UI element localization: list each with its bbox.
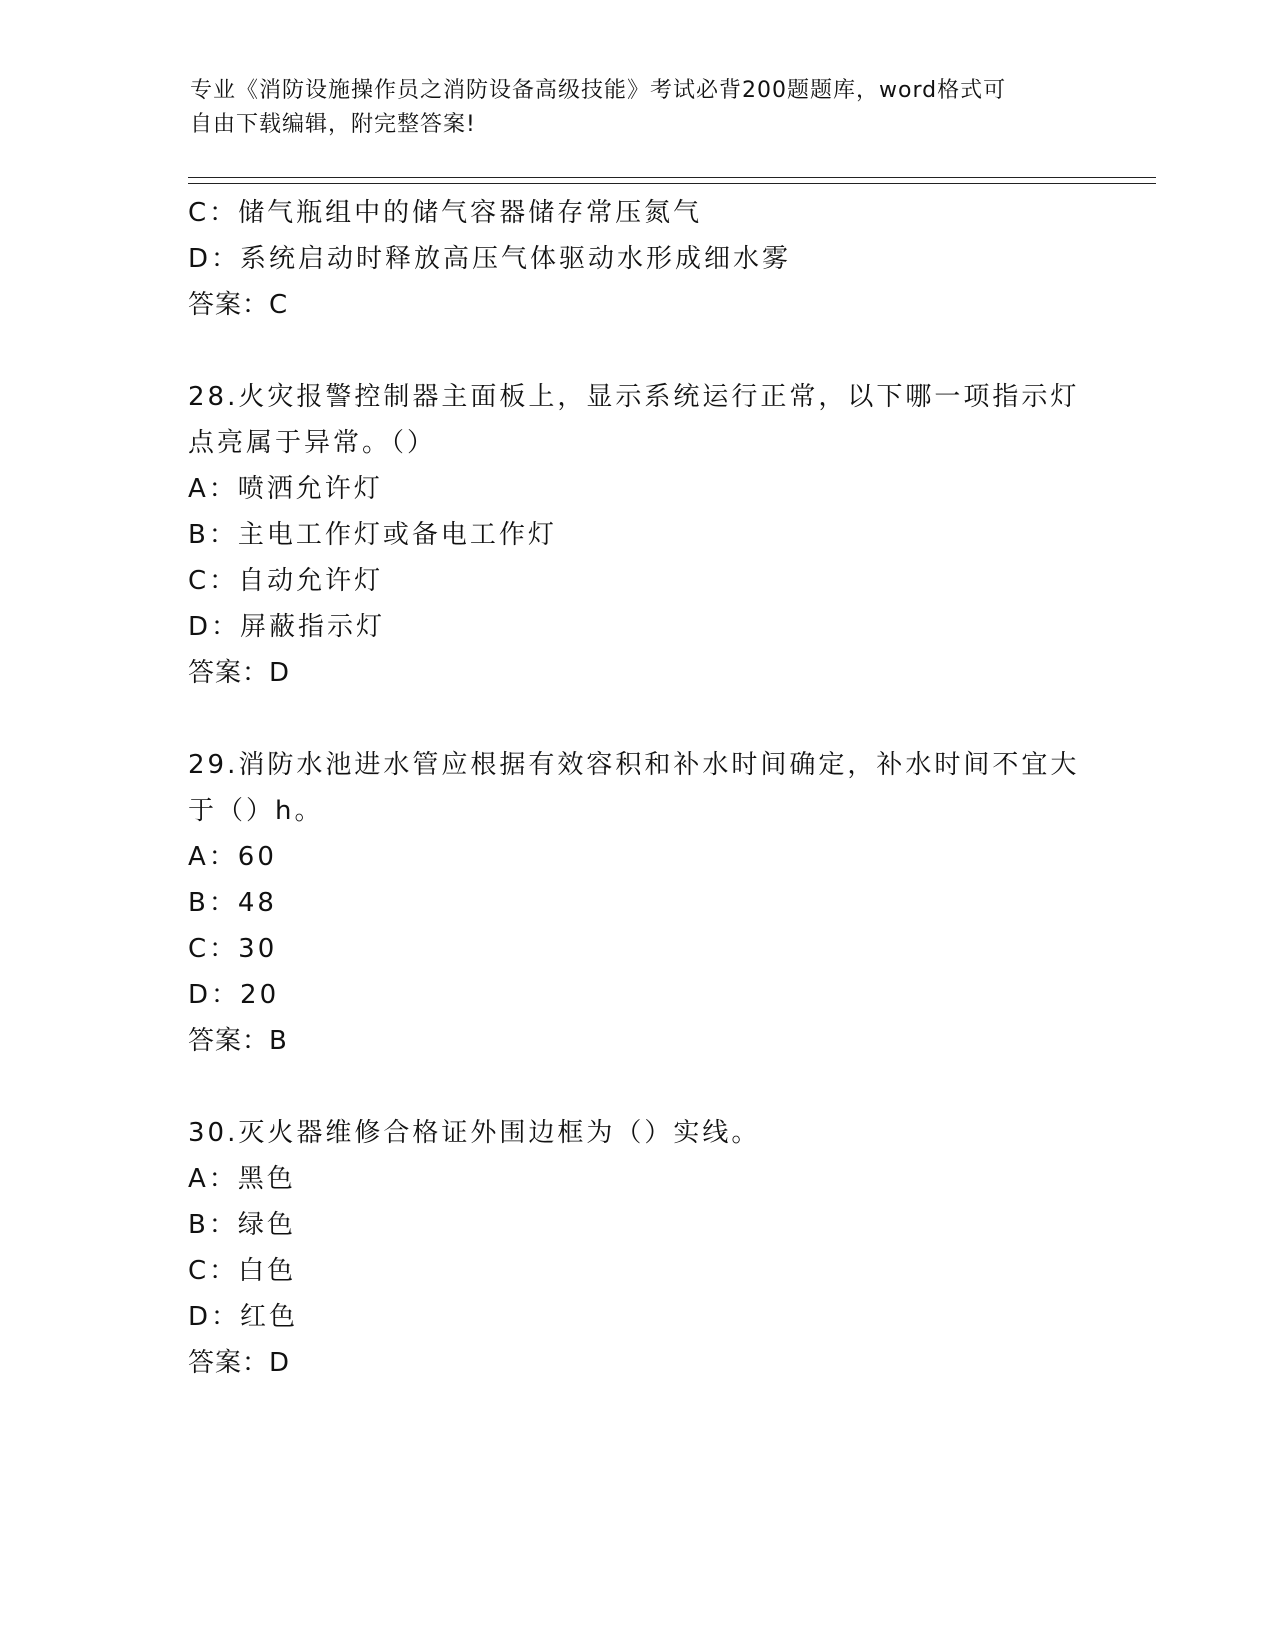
option-c: C：30 (188, 934, 278, 964)
header-divider-bottom (188, 183, 1156, 184)
option-a: A：黑色 (188, 1164, 296, 1194)
question-list (188, 190, 1128, 1432)
question-stem-line-1: 30.灭火器维修合格证外围边框为（）实线。 (188, 1118, 761, 1148)
question-block-30 (188, 1110, 1128, 1386)
document-header (190, 74, 1090, 142)
option-c: C：储气瓶组中的储气容器储存常压氮气 (188, 198, 703, 228)
question-stem-line-2: 点亮属于异常。（） (188, 428, 437, 458)
option-d: D：屏蔽指示灯 (188, 612, 386, 642)
option-d: D：20 (188, 980, 280, 1010)
option-b: B：48 (188, 888, 277, 918)
option-d: D：红色 (188, 1302, 299, 1332)
answer-line: 答案：C (188, 290, 289, 320)
question-stem-line-1: 28.火灾报警控制器主面板上，显示系统运行正常，以下哪一项指示灯 (188, 382, 1080, 412)
option-b: B：主电工作灯或备电工作灯 (188, 520, 557, 550)
option-b: B：绿色 (188, 1210, 296, 1240)
header-line-2: 自由下载编辑，附完整答案! (190, 112, 476, 137)
question-stem-line-1: 29.消防水池进水管应根据有效容积和补水时间确定，补水时间不宜大 (188, 750, 1080, 780)
question-block-29 (188, 742, 1128, 1064)
question-block-27 (188, 190, 1128, 328)
option-c: C：自动允许灯 (188, 566, 384, 596)
question-stem-line-2: 于（）h。 (188, 796, 324, 826)
header-divider-top (188, 177, 1156, 178)
option-a: A：60 (188, 842, 277, 872)
option-d: D：系统启动时释放高压气体驱动水形成细水雾 (188, 244, 792, 274)
answer-line: 答案：B (188, 1026, 288, 1056)
question-block-28 (188, 374, 1128, 696)
answer-line: 答案：D (188, 658, 291, 688)
option-a: A：喷洒允许灯 (188, 474, 383, 504)
option-c: C：白色 (188, 1256, 297, 1286)
answer-line: 答案：D (188, 1348, 291, 1378)
header-line-1: 专业《消防设施操作员之消防设备高级技能》考试必背200题题库，word格式可 (190, 78, 1007, 103)
